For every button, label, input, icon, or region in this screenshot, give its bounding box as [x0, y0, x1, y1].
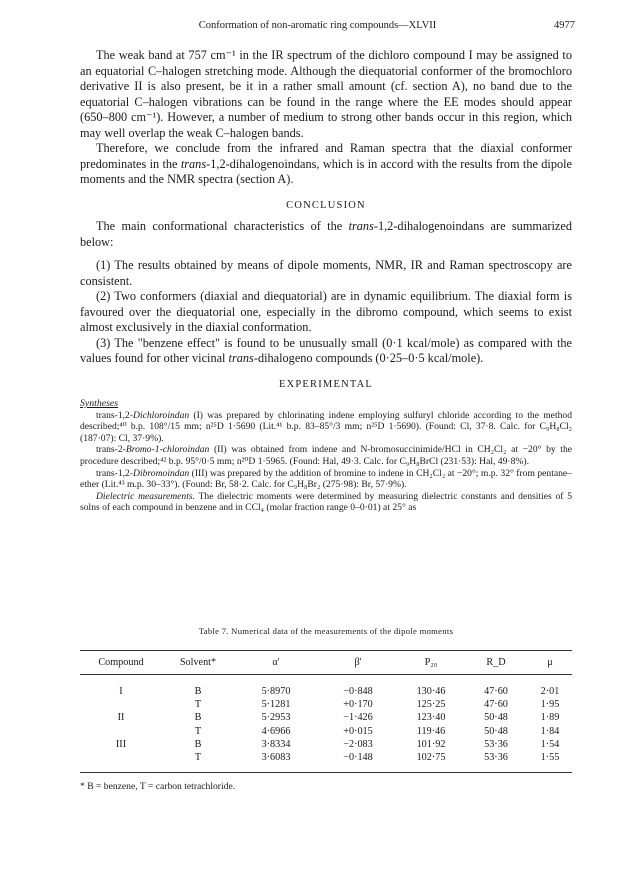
conclusion-item-1: (1) The results obtained by means of dipole moments, NMR, IR and Raman spectroscopy are consistent.: [80, 258, 572, 288]
table-cell: +0·170: [343, 699, 373, 711]
table-cell: 3·6083: [234, 751, 318, 773]
text-run: -dihalogeno compounds (0·25–0·5 kcal/mole).: [253, 351, 484, 365]
table-cell: II: [117, 712, 125, 724]
running-header: [60, 20, 575, 36]
synthesis-bromochloro: [80, 444, 572, 467]
paragraph-ir-band: The weak band at 757 cm⁻¹ in the IR spectrum of the dichloro compound I may be assigned to an equatorial C–halogen stretching mode. Although the diequatorial conformer of the bromochloro derivative II is also present, be it in a rather small amount (cf. section A), no band due to the equatorial C–halogen vibrations can be found in the range where the EE modes should appear (650–800 cm⁻¹). However, a number of medium to strong other bands occur in this region, which may well overlap the weak C–halogen bands.: [80, 48, 572, 140]
table-row: [80, 711, 572, 724]
conclusion-intro: [80, 219, 572, 250]
text-run: trans-1,2-: [96, 409, 134, 421]
section-heading-conclusion: CONCLUSION: [286, 199, 366, 211]
table-cell: −2·083: [343, 738, 373, 750]
text-run: The dielectric moments were determined by measuring dielectric constants and densities of 5 solns of each compound in benzene and in CCl₄ (molar fraction range 0–0·01) at 25° as: [80, 490, 572, 514]
compound-name: Bromo-1-chloroindan: [125, 444, 210, 456]
table-cell: [80, 698, 162, 711]
table-header-row: [80, 651, 572, 675]
table-cell: [80, 751, 162, 773]
table-footnote: * B = benzene, T = carbon tetrachloride.: [80, 781, 236, 792]
experimental-text: [80, 398, 572, 514]
table-cell: 53·36: [464, 751, 528, 773]
text-run: The main conformational characteristics of the: [96, 219, 349, 233]
synthesis-dichloro: [80, 410, 572, 445]
column-header: P₂₀: [398, 651, 464, 675]
table-cell: 1·84: [540, 725, 560, 737]
compound-name: Dibromoindan: [133, 467, 190, 479]
table-cell: 125·25: [416, 699, 446, 711]
paragraph-conclude-spectra: [80, 141, 572, 188]
italic-run: trans: [348, 219, 374, 233]
main-text: [80, 48, 572, 514]
text-run: (III) was prepared by the addition of bromine to indene in CH₂Cl₂ at −20°; m.p. 32° from pentane–ether (Lit.⁴³ m.p. 30–33°). (Found: Br, 58·2. Calc. for C₉H₈Br₂ (275·98): Br, 57·9%).: [80, 467, 572, 491]
text-run: (I) was prepared by chlorinating indene employing sulfuryl chloride according to the method described;⁴⁰ b.p. 108°/15 mm; n²⁵D 1·5690 (Lit.⁴¹ b.p. 83–85°/3 mm; n²⁵D 1·5690). (Found: Cl, 37·8. Calc. for C₉H₈Cl₂ (187·07): Cl, 37·9%).: [80, 409, 572, 444]
table-cell: 119·46: [416, 725, 446, 737]
italic-run: trans: [228, 351, 254, 365]
text-run: Therefore, we conclude from the infrared and Raman spectra that the diaxial conformer predominates in the: [80, 141, 572, 171]
table-row: [80, 751, 572, 773]
table-cell: 5·1281: [261, 699, 291, 711]
table-row: [80, 675, 572, 699]
table-cell: T: [162, 751, 234, 773]
table-cell: 1·54: [540, 738, 560, 750]
text-run: -1,2-dihalogenoindans are summarized below:: [80, 219, 572, 249]
column-header: α': [234, 651, 318, 675]
column-header: Compound: [80, 651, 162, 675]
table-cell: 5·8970: [261, 686, 291, 698]
table-row: [80, 738, 572, 751]
running-title: Conformation of non-aromatic ring compounds—XLVII: [198, 20, 437, 31]
table-cell: 3·8334: [261, 738, 291, 750]
table-row: [80, 698, 572, 711]
italic-run: Dielectric measurements.: [96, 490, 196, 502]
table-cell: T: [194, 699, 202, 711]
column-header: β': [318, 651, 398, 675]
table-cell: III: [115, 738, 127, 750]
table-cell: 1·89: [540, 712, 560, 724]
dielectric-measurements: [80, 491, 572, 514]
conclusion-item-3: [80, 336, 572, 367]
table-cell: −0·148: [318, 751, 398, 773]
column-header: Solvent*: [162, 651, 234, 675]
table-cell: 50·48: [484, 725, 508, 737]
conclusion-item-2: (2) Two conformers (diaxial and diequatorial) are in dynamic equilibrium. The diaxial form is favoured over the diequatorial one, especially in the dibromo compound, which seems to exist almost exclusively in the diaxial conformation.: [80, 289, 572, 334]
table-cell: −0·848: [343, 686, 373, 698]
table-cell: 5·2953: [261, 712, 291, 724]
subheading-syntheses: Syntheses: [80, 398, 119, 409]
table-cell: 2·01: [540, 686, 560, 698]
table-cell: 123·40: [416, 712, 446, 724]
text-run: (3) The "benzene effect" is found to be unusually small (0·1 kcal/mole) as compared with the values found for other vicinal: [80, 335, 572, 365]
table-cell: 47·60: [484, 686, 508, 698]
table-cell: 53·36: [484, 738, 508, 750]
text-run: (II) was obtained from indene and N-bromosuccinimide/HCl in CH₂Cl₂ at −20° by the procedure described;⁴² b.p. 95°/0·5 mm; n²⁰D 1·5965. (Found: Hal, 49·3. Calc. for C₉H₈BrCl (231·53): Hal, 49·8%).: [80, 444, 572, 467]
table-cell: 101·92: [416, 738, 446, 750]
table-title: Table 7. Numerical data of the measurements of the dipole moments: [198, 626, 454, 636]
page-number: 4977: [554, 20, 575, 31]
table-cell: 50·48: [484, 712, 508, 724]
table-cell: B: [194, 712, 202, 724]
table-row: [80, 725, 572, 738]
text-run: trans-2-: [96, 444, 126, 456]
compound-name: Dichloroindan: [133, 409, 190, 421]
text-run: -1,2-dihalogenoindans, which is in accord with the results from the dipole moments and the NMR spectra (section A).: [80, 156, 573, 186]
text-run: trans-1,2-: [96, 467, 134, 479]
dipole-moment-table: [80, 650, 572, 773]
table-cell: 130·46: [416, 686, 446, 698]
table-cell: [80, 725, 162, 738]
section-heading-experimental: EXPERIMENTAL: [278, 378, 374, 390]
table-cell: I: [119, 686, 123, 698]
table-cell: T: [194, 725, 202, 737]
italic-run: trans: [180, 156, 207, 171]
table-cell: 1·95: [540, 699, 560, 711]
table-cell: 1·55: [528, 751, 572, 773]
column-header: μ: [528, 651, 572, 675]
column-header: R_D: [464, 651, 528, 675]
table-cell: 102·75: [398, 751, 464, 773]
synthesis-dibromo: [80, 468, 572, 491]
table-cell: 4·6966: [261, 725, 291, 737]
table-cell: 47·60: [484, 699, 508, 711]
table-cell: −1·426: [343, 712, 373, 724]
table-cell: B: [194, 686, 202, 698]
table-cell: B: [194, 738, 202, 750]
table-cell: +0·015: [343, 725, 373, 737]
